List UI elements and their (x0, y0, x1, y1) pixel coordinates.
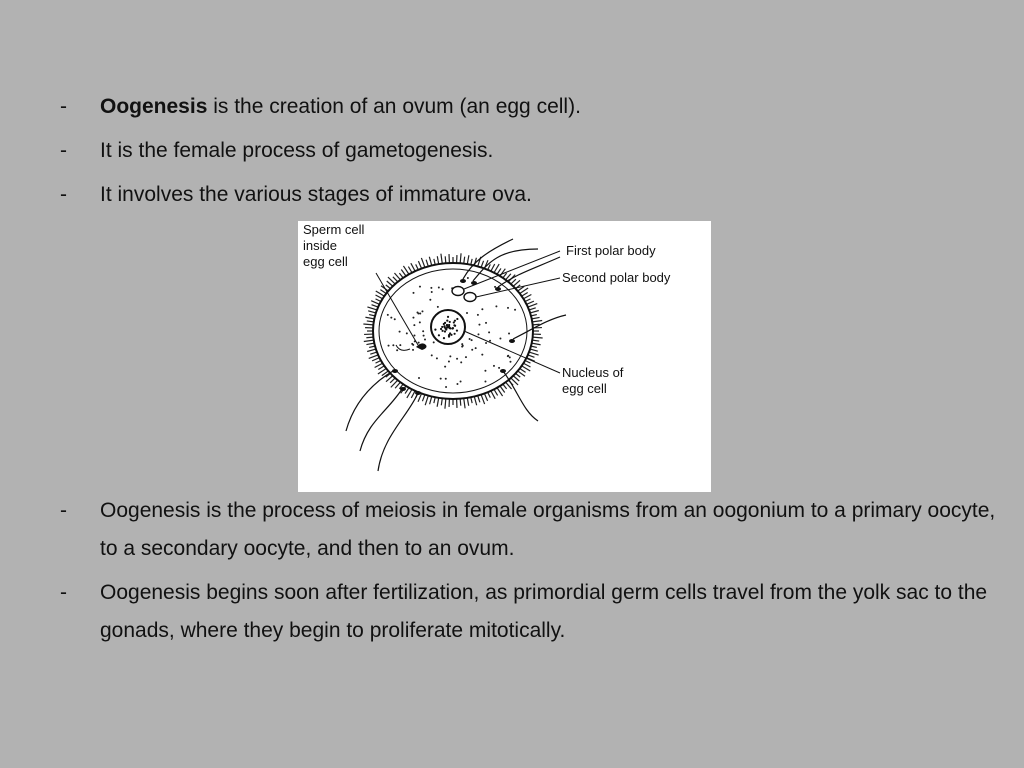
label-first-polar-body: First polar body (566, 243, 656, 258)
label-nucleus-line1: Nucleus of (562, 365, 624, 380)
bullet-list-bottom (0, 492, 1024, 656)
bullet-text: It is the female process of gametogenesis. (100, 139, 494, 162)
second-polar-body-shape (464, 293, 476, 302)
bullet-item (0, 176, 1024, 214)
bullet-item (0, 88, 1024, 126)
bullet-marker: - (60, 95, 67, 118)
bullet-marker: - (60, 183, 67, 206)
label-second-polar-body: Second polar body (562, 270, 671, 285)
bullet-marker: - (60, 581, 67, 604)
label-nucleus-line2: egg cell (562, 381, 607, 396)
bullet-text: It involves the various stages of immature ova. (100, 183, 532, 206)
bullet-item (0, 132, 1024, 170)
label-sperm-line2: inside (303, 238, 337, 253)
label-sperm-line3: egg cell (303, 254, 348, 269)
term-oogenesis: Oogenesis (100, 95, 208, 118)
label-sperm-line1: Sperm cell (303, 222, 365, 237)
egg-cell-diagram (298, 221, 711, 492)
bullet-item (0, 574, 1024, 650)
bullet-text: Oogenesis begins soon after fertilization, as primordial germ cells travel from the yolk sac to the gonads, where they begin to proliferate mitotically. (100, 581, 988, 642)
bullet-marker: - (60, 499, 67, 522)
first-polar-body-shape (452, 287, 464, 296)
bullet-item (0, 492, 1024, 568)
bullet-text: is the creation of an ovum (an egg cell). (207, 95, 581, 118)
bullet-list-top (0, 88, 1024, 220)
egg-cell-illustration (298, 221, 711, 492)
bullet-marker: - (60, 139, 67, 162)
bullet-text: Oogenesis is the process of meiosis in female organisms from an oogonium to a primary oocyte, to a secondary oocyte, and then to an ovum. (100, 499, 996, 560)
